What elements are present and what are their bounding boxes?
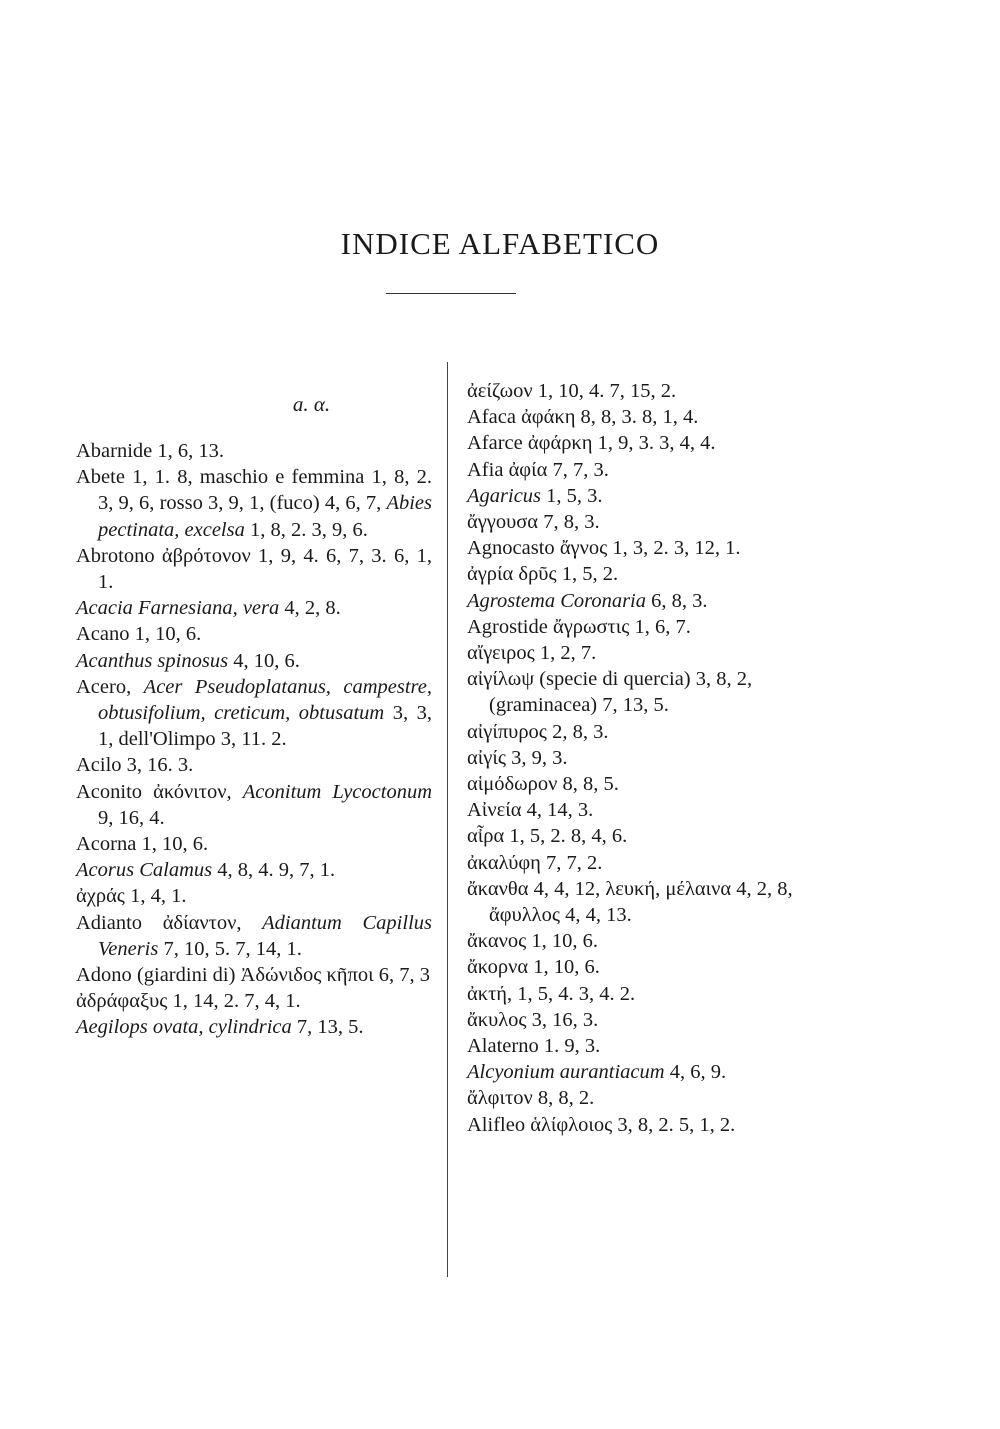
- entry-text: 1, 10, 6.: [129, 623, 202, 646]
- index-entry: [467, 640, 839, 666]
- entry-text: ἄγρωστις 1, 6, 7.: [547, 615, 691, 638]
- section-letter: a. α.: [292, 392, 331, 416]
- title-rule: [386, 293, 516, 294]
- entry-text: 8, 8, 5.: [557, 773, 619, 796]
- entry-text: 3, 16, 3.: [526, 1008, 599, 1031]
- entry-text: 7, 8, 3.: [538, 511, 600, 534]
- entry-headword: ἀδράφαξυς: [76, 990, 168, 1013]
- entry-text: 1, 14, 2. 7, 4, 1.: [167, 990, 301, 1013]
- entry-headword: Aconito: [76, 780, 143, 803]
- entry-scientific-name: Aegilops ovata, cylindrica: [76, 1016, 292, 1039]
- entry-text: [131, 676, 143, 698]
- index-entry: [76, 595, 432, 621]
- index-entry: [467, 823, 839, 849]
- entry-references: 4, 2, 8.: [279, 597, 341, 620]
- index-entry: [467, 1085, 839, 1111]
- entry-scientific-name: Acorus Calamus: [76, 859, 213, 882]
- index-entry: [76, 648, 432, 674]
- index-entry: [467, 535, 839, 561]
- entry-headword: αἰγίς: [467, 746, 506, 769]
- entry-headword: Agrostide: [467, 615, 548, 638]
- entry-references: 6, 8, 3.: [646, 589, 708, 612]
- entry-headword: ἀχράς: [76, 885, 125, 908]
- index-entry: [76, 621, 432, 647]
- page-title: INDICE ALFABETICO: [340, 226, 660, 261]
- index-entry: [76, 543, 432, 595]
- entry-text: 1, 4, 1.: [124, 885, 187, 908]
- entry-headword: Acero,: [76, 675, 132, 698]
- entry-text: 1. 9, 3.: [538, 1035, 601, 1058]
- entry-headword: ἄγγουσα: [467, 511, 539, 534]
- entry-text: δρῦς 1, 5, 2.: [513, 563, 619, 586]
- entry-text: 1, 6, 13.: [152, 440, 225, 462]
- entry-references: 7, 13, 5.: [291, 1016, 364, 1039]
- index-entry: [467, 588, 839, 614]
- entry-headword: Acorna: [76, 833, 137, 856]
- entry-text: 4, 4, 12, λευκή, μέλαινα 4, 2, 8, ἄφυλλος 4, 4, 13.: [489, 877, 793, 927]
- entry-text: 1, 2, 7.: [534, 642, 597, 665]
- index-entry: [467, 561, 839, 587]
- entry-references: 3, 3, 1, dell'Olimpo 3, 11. 2.: [98, 702, 432, 751]
- entry-headword: ἀκτή,: [467, 982, 513, 1005]
- index-entry: [467, 509, 839, 535]
- index-entry: [467, 1059, 839, 1085]
- entry-text: 3, 9, 3.: [505, 746, 568, 769]
- index-entry: [76, 674, 432, 753]
- entry-text: ἁλίφλοιος 3, 8, 2. 5, 1, 2.: [525, 1113, 736, 1136]
- index-entry: [467, 430, 839, 456]
- right-entry-list: [467, 378, 839, 1138]
- index-entry: [467, 954, 839, 980]
- entry-text: 2, 8, 3.: [546, 720, 609, 743]
- entry-text: 4, 14, 3.: [521, 799, 594, 822]
- index-entry: [467, 1112, 839, 1138]
- entry-headword: ἀκαλύφη: [467, 851, 541, 874]
- index-entry: [76, 988, 432, 1014]
- entry-text: 1, 5, 2. 8, 4, 6.: [504, 825, 628, 848]
- index-entry: [76, 831, 432, 857]
- entry-references: 1, 5, 3.: [541, 484, 603, 507]
- entry-text: ἀφάκη 8, 8, 3. 8, 1, 4.: [515, 406, 699, 429]
- entry-headword: Adianto: [76, 911, 143, 934]
- entry-text: 3, 16. 3.: [121, 754, 194, 777]
- entry-headword: Abrotono: [76, 544, 155, 567]
- index-entry: [467, 1007, 839, 1033]
- index-entry: [467, 745, 839, 771]
- entry-text: ἄγνος 1, 3, 2. 3, 12, 1.: [554, 537, 741, 560]
- entry-scientific-name: Abies pectinata, excelsa: [98, 492, 432, 541]
- index-entry: [76, 464, 432, 543]
- index-entry: [467, 483, 839, 509]
- entry-scientific-name: Acanthus spinosus: [76, 649, 229, 672]
- column-divider: [447, 362, 448, 1277]
- entry-headword: ἄκανος: [467, 930, 527, 953]
- index-entry: [467, 1033, 839, 1059]
- entry-headword: Abarnide: [76, 440, 153, 462]
- entry-text: ἀβρότονον 1, 9, 4. 6, 7, 3. 6, 1, 1.: [98, 544, 432, 594]
- entry-scientific-name: Aconitum Lycoctonum: [242, 780, 433, 803]
- index-entry: [467, 457, 839, 483]
- entry-references: 4, 10, 6.: [228, 649, 300, 672]
- index-entry: [467, 981, 839, 1007]
- entry-text: 1, 10, 6.: [528, 956, 600, 979]
- index-entry: [76, 752, 432, 778]
- entry-headword: αἰγίπυρος: [467, 720, 547, 743]
- index-entry: [76, 438, 432, 464]
- index-entry: [467, 614, 839, 640]
- entry-headword: Adono: [76, 964, 132, 987]
- entry-headword: ἀγρία: [467, 563, 514, 586]
- entry-references: 4, 6, 9.: [664, 1061, 727, 1084]
- right-column: [467, 378, 839, 1138]
- entry-text: 8, 8, 2.: [532, 1087, 595, 1110]
- entry-headword: αἰγίλωψ: [467, 668, 535, 691]
- index-entry: [76, 857, 432, 883]
- index-entry: [76, 779, 432, 831]
- entry-references: 9, 16, 4.: [98, 806, 165, 829]
- entry-headword: ἀείζωον: [467, 380, 533, 402]
- entry-text: 1, 10, 6.: [136, 833, 209, 856]
- index-entry: [467, 404, 839, 430]
- entry-text: 1, 5, 4. 3, 4. 2.: [512, 982, 636, 1005]
- index-entry: [467, 928, 839, 954]
- entry-scientific-name: Agaricus: [467, 484, 542, 507]
- index-entry: [76, 883, 432, 909]
- left-entry-list: [76, 438, 432, 1041]
- entry-text: ἀφάρκη 1, 9, 3. 3, 4, 4.: [522, 432, 716, 455]
- index-entry: [467, 771, 839, 797]
- entry-scientific-name: Adiantum Capillus Veneris: [98, 911, 432, 960]
- index-entry: [76, 1014, 432, 1040]
- entry-text: (giardini di) Ἀδώνιδος κῆποι 6, 7, 3: [131, 964, 430, 987]
- index-entry: [467, 719, 839, 745]
- entry-references: 4, 8, 4. 9, 7, 1.: [212, 859, 336, 882]
- entry-text: 7, 7, 2.: [540, 851, 603, 874]
- left-column: [76, 378, 432, 1041]
- entry-headword: Acano: [76, 623, 130, 646]
- entry-headword: Agnocasto: [467, 537, 555, 560]
- entry-headword: αἶρα: [467, 825, 505, 848]
- entry-headword: αἱμόδωρον: [467, 773, 558, 796]
- entry-text: ἀδίαντον,: [142, 911, 263, 934]
- index-entry: [76, 962, 432, 988]
- entry-headword: ἄκορνα: [467, 956, 529, 979]
- entry-headword: ἄλφιτον: [467, 1087, 533, 1110]
- entry-scientific-name: Agrostema Coronaria: [467, 589, 647, 612]
- entry-scientific-name: Acer Pseudoplatanus, campestre, obtusifolium, creticum, obtusatum: [98, 675, 432, 725]
- entry-headword: ἄκανθα: [467, 877, 529, 900]
- entry-headword: Αἰνεία: [467, 799, 522, 822]
- entry-text: 1, 10, 4. 7, 15, 2.: [532, 380, 677, 402]
- index-entry: [467, 876, 839, 928]
- entry-references: 1, 8, 2. 3, 9, 6.: [244, 518, 368, 541]
- entry-headword: Afia: [467, 458, 504, 481]
- entry-headword: αἴγειρος: [467, 642, 535, 665]
- entry-headword: Alaterno: [467, 1035, 539, 1058]
- index-entry: [467, 378, 839, 404]
- entry-references: 7, 10, 5. 7, 14, 1.: [158, 937, 302, 960]
- entry-headword: Acilo: [76, 754, 122, 777]
- entry-headword: ἄκυλος: [467, 1008, 527, 1031]
- entry-text: ἀκόνιτον,: [142, 780, 243, 803]
- entry-headword: Afaca: [467, 406, 516, 429]
- entry-headword: Afarce: [467, 432, 523, 455]
- entry-text: 1, 10, 6.: [526, 930, 599, 953]
- entry-headword: Alifleo: [467, 1113, 526, 1136]
- index-entry: [467, 666, 839, 718]
- entry-scientific-name: Acacia Farnesiana, vera: [76, 597, 280, 620]
- entry-scientific-name: Alcyonium aurantiacum: [467, 1061, 665, 1084]
- entry-text: (specie di quercia) 3, 8, 2, (graminacea) 7, 13, 5.: [489, 668, 753, 717]
- entry-headword: Abete: [76, 466, 125, 489]
- index-entry: [467, 797, 839, 823]
- entry-text: 1, 1. 8, maschio e femmina 1, 8, 2. 3, 9, 6, rosso 3, 9, 1, (fuco) 4, 6, 7,: [98, 466, 432, 515]
- entry-text: ἀφία 7, 7, 3.: [503, 458, 609, 481]
- index-entry: [467, 850, 839, 876]
- index-entry: [76, 910, 432, 962]
